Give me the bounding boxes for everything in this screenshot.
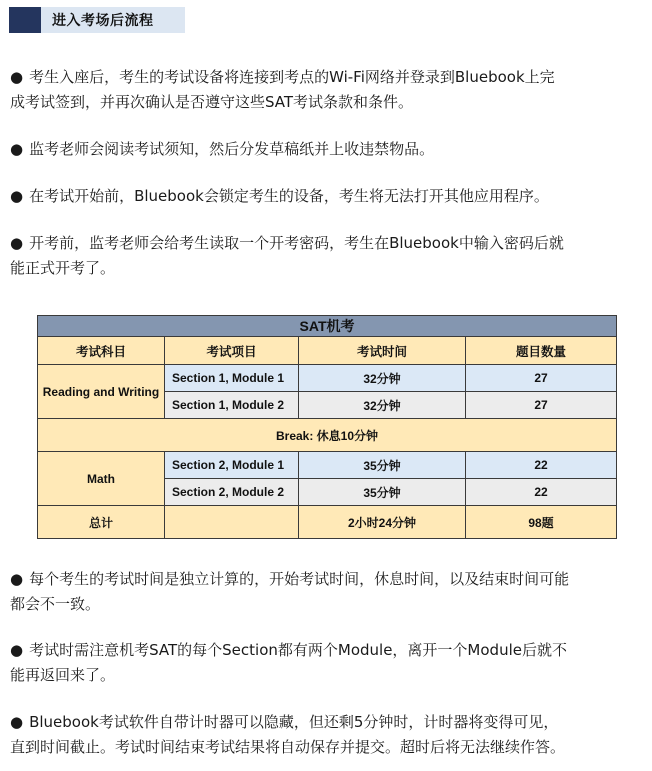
break-row: [38, 419, 617, 452]
paragraph-device-lock: [10, 184, 646, 209]
paragraph-line: 在考试开始前，Bluebook会锁定考生的设备，考生将无法打开其他应用程序。: [29, 187, 549, 205]
bullet: ●: [10, 570, 24, 588]
paragraph-module-rule: [10, 638, 646, 688]
count-cell: 27: [466, 392, 617, 419]
header-subject: 考试科目: [38, 337, 165, 365]
total-row: [38, 506, 617, 539]
total-time: 2小时24分钟: [299, 506, 466, 539]
paragraph-independent-timing: [10, 567, 646, 617]
module-cell: Section 1, Module 1: [165, 365, 299, 392]
paragraph-checkin: [10, 65, 646, 115]
sat-schedule-table-wrap: [37, 315, 616, 539]
time-cell: 35分钟: [299, 452, 466, 479]
header-accent-block: [9, 7, 41, 33]
subject-math: Math: [38, 452, 165, 506]
total-count: 98题: [466, 506, 617, 539]
paragraph-line: 都会不一致。: [10, 595, 101, 613]
paragraph-timer: [10, 710, 646, 760]
paragraph-line: 能再返回来了。: [10, 666, 116, 684]
sat-schedule-table: [37, 315, 617, 539]
total-module: [165, 506, 299, 539]
header-time: 考试时间: [299, 337, 466, 365]
bullet: ●: [10, 641, 24, 659]
table-row: [38, 452, 617, 479]
module-cell: Section 2, Module 2: [165, 479, 299, 506]
paragraph-line: 能正式开考了。: [10, 259, 116, 277]
bullet: ●: [10, 713, 24, 731]
paragraph-proctor-instructions: [10, 137, 646, 162]
paragraph-line: 考生入座后，考生的考试设备将连接到考点的Wi-Fi网络并登录到Bluebook上完: [29, 68, 555, 86]
total-label: 总计: [38, 506, 165, 539]
break-cell: Break: 休息10分钟: [38, 419, 617, 452]
section-title: 进入考场后流程: [52, 13, 154, 29]
time-cell: 32分钟: [299, 392, 466, 419]
paragraph-line: Bluebook考试软件自带计时器可以隐藏，但还剩5分钟时，计时器将变得可见，: [29, 713, 559, 731]
paragraph-line: 开考前，监考老师会给考生读取一个开考密码，考生在Bluebook中输入密码后就: [29, 234, 564, 252]
paragraph-start-code: [10, 231, 646, 281]
count-cell: 22: [466, 479, 617, 506]
time-cell: 32分钟: [299, 365, 466, 392]
bullet: ●: [10, 187, 24, 205]
count-cell: 27: [466, 365, 617, 392]
subject-reading-writing: Reading and Writing: [38, 365, 165, 419]
paragraph-line: 每个考生的考试时间是独立计算的，开始考试时间，休息时间，以及结束时间可能: [29, 570, 570, 588]
header-count: 题目数量: [466, 337, 617, 365]
section-header: [9, 7, 185, 33]
count-cell: 22: [466, 452, 617, 479]
table-row: [38, 365, 617, 392]
table-title: SAT机考: [38, 316, 617, 337]
paragraph-line: 考试时需注意机考SAT的每个Section都有两个Module，离开一个Module后就不: [29, 641, 567, 659]
module-cell: Section 1, Module 2: [165, 392, 299, 419]
paragraph-line: 直到时间截止。考试时间结束考试结果将自动保存并提交。超时后将无法继续作答。: [10, 738, 566, 756]
paragraph-line: 监考老师会阅读考试须知，然后分发草稿纸并上收违禁物品。: [29, 140, 435, 158]
paragraph-line: 成考试签到，并再次确认是否遵守这些SAT考试条款和条件。: [10, 93, 414, 111]
time-cell: 35分钟: [299, 479, 466, 506]
bullet: ●: [10, 140, 24, 158]
header-module: 考试项目: [165, 337, 299, 365]
module-cell: Section 2, Module 1: [165, 452, 299, 479]
bullet: ●: [10, 68, 24, 86]
bullet: ●: [10, 234, 24, 252]
